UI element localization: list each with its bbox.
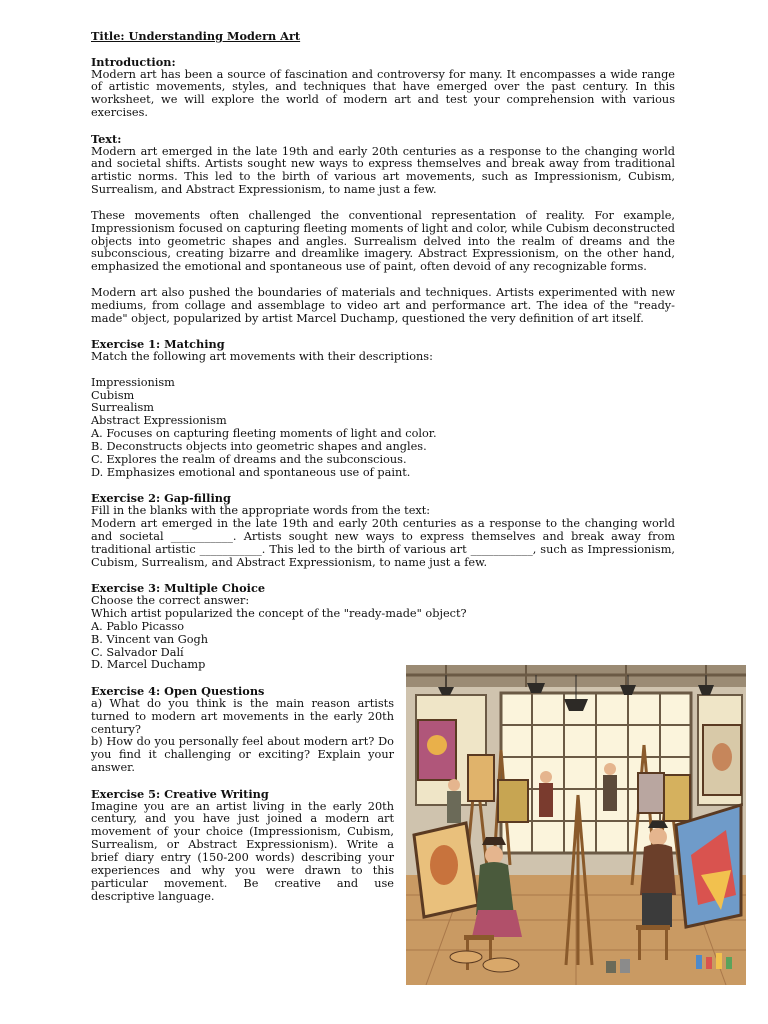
description-item: A. Focuses on capturing fleeting moments of light and color. [91, 427, 437, 441]
intro-heading: Introduction: [91, 54, 176, 69]
exercise2-body: Modern art emerged in the late 19th and early 20th centuries as a response to the changing world and societal ___________. Artists sought new ways to express themselves and break away from traditional artistic ___________. This led to the birth of various art ___________, such as Impressionism, Cubism, Surrealism, and Abstract Expressionism, to name just a few. [91, 517, 675, 569]
movement-item: Abstract Expressionism [91, 414, 227, 428]
choice-option: D. Marcel Duchamp [91, 658, 206, 672]
exercise2-heading: Exercise 2: Gap-filling [91, 491, 231, 506]
intro-body: Modern art has been a source of fascination and controversy for many. It encompasses a wide range of artistic movements, styles, and techniques that have emerged over the past century. In this worksheet, we will explore the world of modern art and test your comprehension with various exercises. [91, 67, 675, 120]
exercise4-heading: Exercise 4: Open Questions [91, 684, 265, 699]
movement-item: Surrealism [91, 401, 154, 415]
narrow-column [91, 685, 394, 903]
artists-studio-illustration [406, 665, 746, 985]
choice-option: B. Vincent van Gogh [91, 632, 209, 646]
movement-item: Cubism [91, 388, 135, 402]
exercise3-instruction: Choose the correct answer: [91, 594, 250, 608]
exercise5-heading: Exercise 5: Creative Writing [91, 786, 269, 801]
exercise3-question: Which artist popularized the concept of the "ready-made" object? [91, 606, 467, 620]
description-item: C. Explores the realm of dreams and the subconscious. [91, 452, 407, 466]
exercise4-question-a: a) What do you think is the main reason artists turned to modern art movements in the early 20th century? [91, 696, 394, 736]
text-paragraph-1: Modern art emerged in the late 19th and early 20th centuries as a response to the changing world and societal shifts. Artists sought new ways to express themselves and break away from traditional artistic norms. This led to the birth of various art movements, such as Impressionism, Cubism, Surrealism, and Abstract Expressionism, to name just a few. [91, 144, 675, 197]
text-paragraph-3: Modern art also pushed the boundaries of materials and techniques. Artists experimented with new mediums, from collage and assemblage to video art and performance art. The idea of the "ready-made" object, popularized by artist Marcel Duchamp, questioned the very definition of art itself. [91, 285, 675, 325]
choice-option: C. Salvador Dalí [91, 645, 184, 659]
movement-item: Impressionism [91, 375, 175, 389]
exercise5-body: Imagine you are an artist living in the early 20th century, and you have just joined a modern art movement of your choice (Impressionism, Cubism, Surrealism, or Abstract Expressionism). Write a brief diary entry (150-200 words) describing your experiences and why you were drawn to this particular movement. Be creative and use descriptive language. [91, 799, 394, 903]
text-paragraph-2: These movements often challenged the conventional representation of reality. For example, Impressionism focused on capturing fleeting moments of light and color, while Cubism deconstructed objects into geometric shapes and angles. Surrealism delved into the realm of dreams and the subconscious, creating bizarre and dreamlike imagery. Abstract Expressionism, on the other hand, emphasized the emotional and spontaneous use of paint, often devoid of any recognizable forms. [91, 208, 675, 274]
worksheet-title: Title: Understanding Modern Art [91, 29, 301, 43]
choice-option: A. Pablo Picasso [91, 619, 185, 633]
description-item: D. Emphasizes emotional and spontaneous use of paint. [91, 465, 411, 479]
text-heading: Text: [91, 131, 122, 146]
exercise3-heading: Exercise 3: Multiple Choice [91, 581, 266, 596]
description-item: B. Deconstructs objects into geometric shapes and angles. [91, 440, 427, 453]
exercise1-heading: Exercise 1: Matching [91, 337, 225, 352]
exercise2-instruction: Fill in the blanks with the appropriate words from the text: [91, 504, 431, 518]
exercise1-instruction: Match the following art movements with their descriptions: [91, 350, 433, 364]
exercise4-question-b: b) How do you personally feel about modern art? Do you find it challenging or exciting? Explain your answer. [91, 735, 394, 775]
